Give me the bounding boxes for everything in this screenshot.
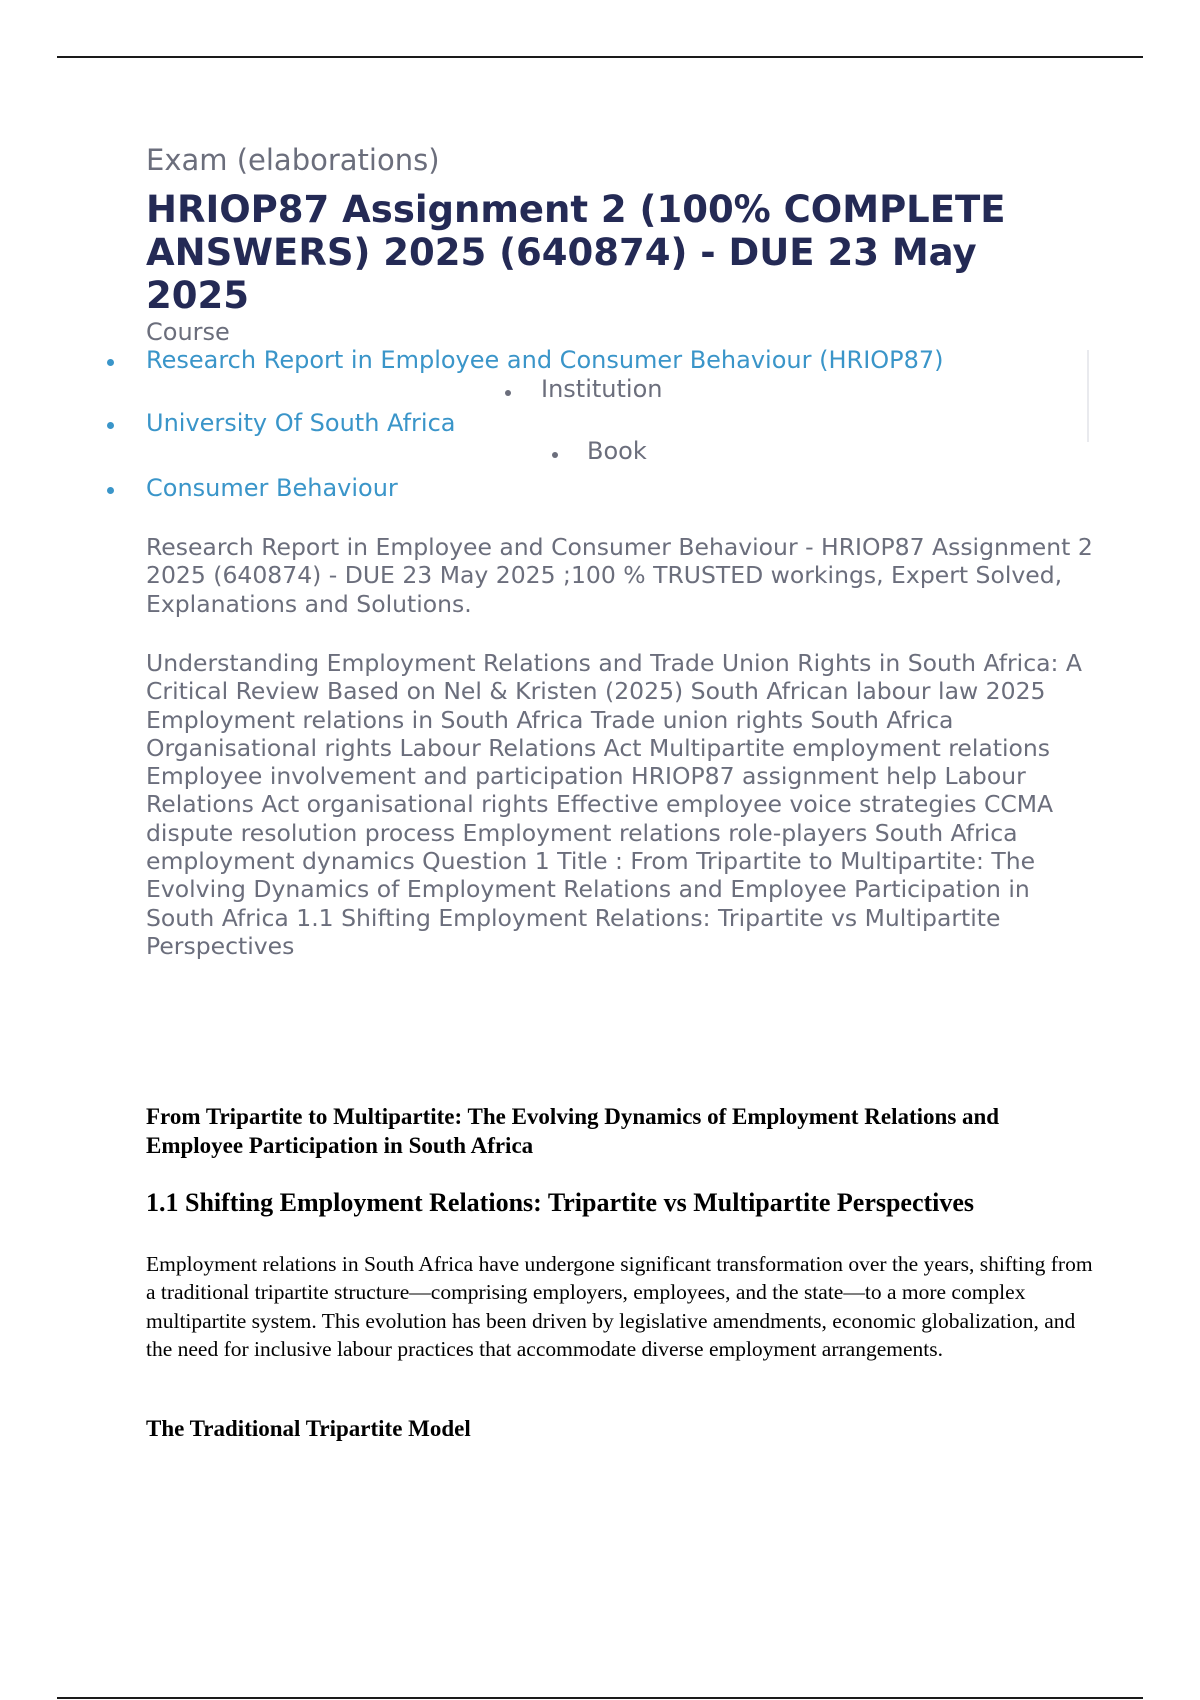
section-body: Employment relations in South Africa have undergone significant transformation over the years, shifting from a traditional tripartite structure—comprising employers, employees, and the state—to a more complex multipartite system. This evolution has been driven by legislative amendments, economic globalization, and the need for inclusive labour practices that accommodate diverse employment arrangements.	[146, 1252, 1093, 1361]
list-bullet	[107, 487, 114, 494]
document-description: Research Report in Employee and Consumer Behaviour - HRIOP87 Assignment 2 2025 (640874) - DUE 23 May 2025 ;100 % TRUSTED workings, Expert Solved, Explanations and Solutions.	[146, 533, 1093, 618]
bottom-rule	[57, 1697, 1143, 1699]
subheading: The Traditional Tripartite Model	[146, 1416, 471, 1441]
list-bullet	[107, 359, 114, 366]
section-heading: 1.1 Shifting Employment Relations: Tripartite vs Multipartite Perspectives	[146, 1188, 975, 1217]
institution-label: Institution	[541, 375, 663, 403]
document-title: HRIOP87 Assignment 2 (100% COMPLETE ANSWERS) 2025 (640874) - DUE 23 May 2025	[146, 188, 1006, 317]
document-keywords: Understanding Employment Relations and Trade Union Rights in South Africa: A Critical Review Based on Nel & Kristen (2025) South African labour law 2025 Employment relations in South Africa Trade union rights South Africa Organisational rights Labour Relations Act Multipartite employment relations Employee involvement and participation HRIOP87 assignment help Labour Relations Act organisational rights Effective employee voice strategies CCMA dispute resolution process Employment relations role-players South Africa employment dynamics Question 1 Title : From Tripartite to Multipartite: The Evolving Dynamics of Employment Relations and Employee Participation in South Africa 1.1 Shifting Employment Relations: Tripartite vs Multipartite Perspectives	[146, 649, 1082, 960]
book-link[interactable]: Consumer Behaviour	[146, 474, 398, 502]
list-bullet	[552, 452, 558, 458]
course-link[interactable]: Research Report in Employee and Consumer Behaviour (HRIOP87)	[146, 346, 944, 374]
list-bullet	[505, 390, 511, 396]
top-rule	[57, 56, 1143, 58]
book-label: Book	[587, 437, 647, 465]
course-label: Course	[146, 318, 230, 346]
sidebar-divider	[1087, 350, 1089, 442]
main-heading: From Tripartite to Multipartite: The Evolving Dynamics of Employment Relations and Employee Participation in South Africa	[146, 1104, 1000, 1158]
document-type-label: Exam (elaborations)	[146, 143, 440, 177]
institution-link[interactable]: University Of South Africa	[146, 409, 456, 437]
list-bullet	[107, 422, 114, 429]
